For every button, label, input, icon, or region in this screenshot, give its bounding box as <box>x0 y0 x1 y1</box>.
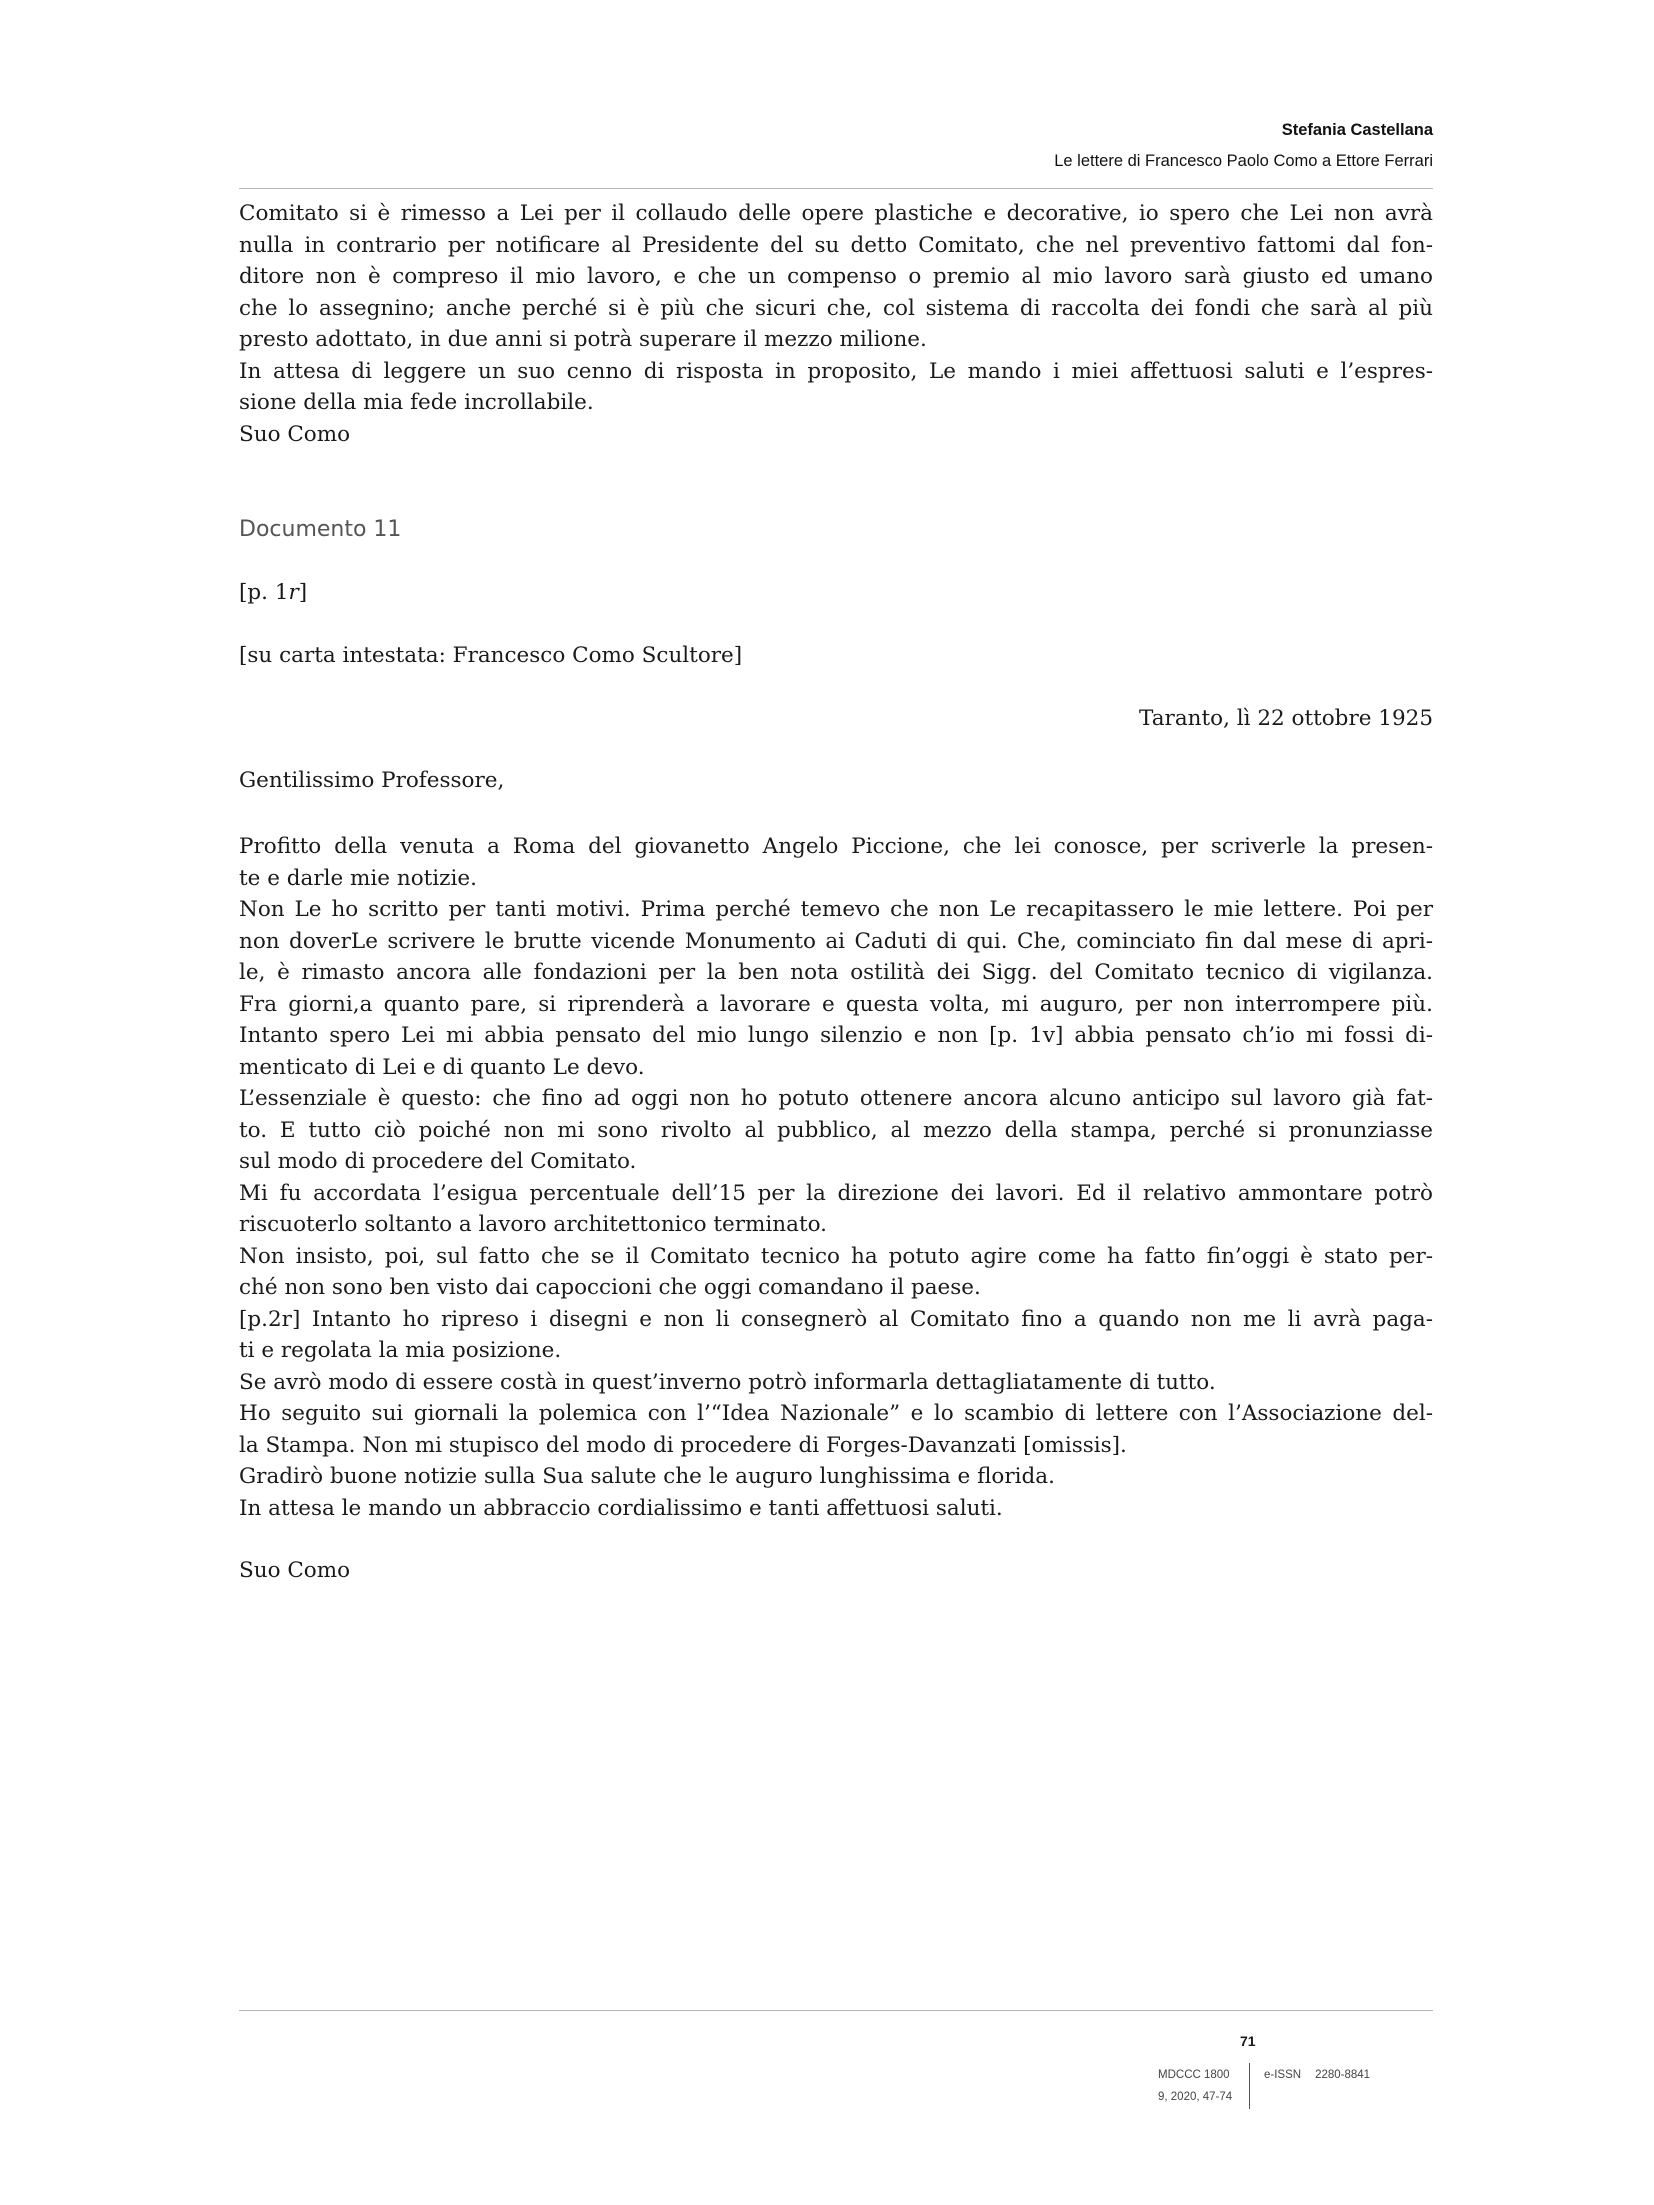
text-line: Profitto della venuta a Roma del giovanetto Angelo Piccione, che lei conosce, per scriverle la presen- <box>239 834 1433 859</box>
text-line: L’essenziale è questo: che fino ad oggi non ho potuto ottenere ancora alcuno anticipo sul lavoro già fat- <box>239 1086 1433 1111</box>
text-line: ché non sono ben visto dai capoccioni che oggi comandano il paese. <box>239 1275 981 1300</box>
text-line: Comitato si è rimesso a Lei per il collaudo delle opere plastiche e decorative, io spero che Lei non avrà <box>239 201 1433 226</box>
journal-name: MDCCC 1800 <box>1158 2069 1230 2081</box>
text-line: la Stampa. Non mi stupisco del modo di procedere di Forges-Davanzati [omissis]. <box>239 1432 1127 1458</box>
text-line: menticato di Lei e di quanto Le devo. <box>239 1054 645 1080</box>
text-line: Se avrò modo di essere costà in quest’inverno potrò informarla dettagliatamente di tutto. <box>239 1369 1216 1395</box>
salutation: Gentilissimo Professore, <box>239 768 505 793</box>
text-line: ditore non è compreso il mio lavoro, e che un compenso o premio al mio lavoro sarà giusto ed umano <box>239 264 1433 289</box>
text-line: Fra giorni,a quanto pare, si riprenderà a lavorare e questa volta, mi auguro, per non interrompere più. <box>239 991 1433 1017</box>
text-line: [p.2r] Intanto ho ripreso i disegni e non li consegnerò al Comitato fino a quando non me li avrà paga- <box>239 1306 1433 1332</box>
text-line: ti e regolata la mia posizione. <box>239 1338 562 1363</box>
text-line: che lo assegnino; anche perché si è più che sicuri che, col sistema di raccolta dei fondi che sarà al più <box>239 295 1433 321</box>
text-line: nulla in contrario per notificare al Presidente del su detto Comitato, che nel preventivo fattomi dal fon- <box>239 232 1433 258</box>
page-reference-suffix: ] <box>298 580 308 605</box>
page-number: 71 <box>1240 2033 1256 2049</box>
running-head <box>1054 115 1433 177</box>
header-divider <box>239 188 1433 189</box>
letter-body <box>239 831 1433 1524</box>
page-reference <box>239 580 307 605</box>
continuation-text <box>239 198 1433 450</box>
document-title: Documento 11 <box>239 517 402 542</box>
text-line: In attesa le mando un abbraccio cordialissimo e tanti affettuosi saluti. <box>239 1495 1003 1521</box>
journal-issue: 9, 2020, 47-74 <box>1158 2091 1233 2103</box>
issn-label: e-ISSN <box>1264 2069 1302 2081</box>
running-head-title: Le lettere di Francesco Paolo Como a Ettore Ferrari <box>1054 152 1433 170</box>
text-line: riscuoterlo soltanto a lavoro architettonico terminato. <box>239 1212 827 1237</box>
page-reference-side: r <box>288 580 299 605</box>
text-line: to. E tutto ciò poiché non mi sono rivolto al pubblico, al mezzo della stampa, perché si pronunziasse <box>239 1117 1433 1143</box>
text-line: Non Le ho scritto per tanti motivi. Prima perché temevo che non Le recapitassero le mie lettere. Poi per <box>239 897 1433 922</box>
text-line: le, è rimasto ancora alle fondazioni per la ben nota ostilità dei Sigg. del Comitato tecnico di vigilanza. <box>239 960 1433 985</box>
running-head-author: Stefania Castellana <box>1281 121 1433 139</box>
signature: Suo Como <box>239 421 351 447</box>
text-line: non doverLe scrivere le brutte vicende Monumento ai Caduti di qui. Che, cominciato fin dal mese di apri- <box>239 928 1433 954</box>
text-line: te e darle mie notizie. <box>239 865 477 891</box>
text-line: Non insisto, poi, sul fatto che se il Comitato tecnico ha potuto agire come ha fatto fin’oggi è stato per- <box>239 1243 1433 1269</box>
page-reference-prefix: [p. 1 <box>239 580 289 605</box>
footer-vertical-divider <box>1249 2063 1250 2109</box>
text-line: Intanto spero Lei mi abbia pensato del mio lungo silenzio e non [p. 1v] abbia pensato ch’io mi fossi di- <box>239 1023 1433 1048</box>
issn-value: 2280-8841 <box>1315 2069 1371 2081</box>
text-line: Ho seguito sui giornali la polemica con l’“Idea Nazionale” e lo scambio di lettere con l’Associazione del- <box>239 1401 1433 1426</box>
footer-divider <box>239 2010 1433 2011</box>
text-line: sul modo di procedere del Comitato. <box>239 1149 637 1174</box>
text-line: Mi fu accordata l’esigua percentuale dell’15 per la direzione dei lavori. Ed il relativo ammontare potrò <box>239 1180 1433 1206</box>
journal-info <box>1158 2064 1232 2108</box>
text-line: presto adottato, in due anni si potrà superare il mezzo milione. <box>239 327 927 352</box>
letter-date: Taranto, lì 22 ottobre 1925 <box>1139 706 1433 731</box>
letterhead-note: [su carta intestata: Francesco Como Scultore] <box>239 643 743 668</box>
text-line: sione della mia fede incrollabile. <box>239 390 594 415</box>
issn-info <box>1264 2064 1370 2086</box>
signature: Suo Como <box>239 1558 351 1583</box>
text-line: In attesa di leggere un suo cenno di risposta in proposito, Le mando i miei affettuosi saluti e l’espres- <box>239 358 1433 384</box>
text-line: Gradirò buone notizie sulla Sua salute che le auguro lunghissima e florida. <box>239 1464 1055 1489</box>
